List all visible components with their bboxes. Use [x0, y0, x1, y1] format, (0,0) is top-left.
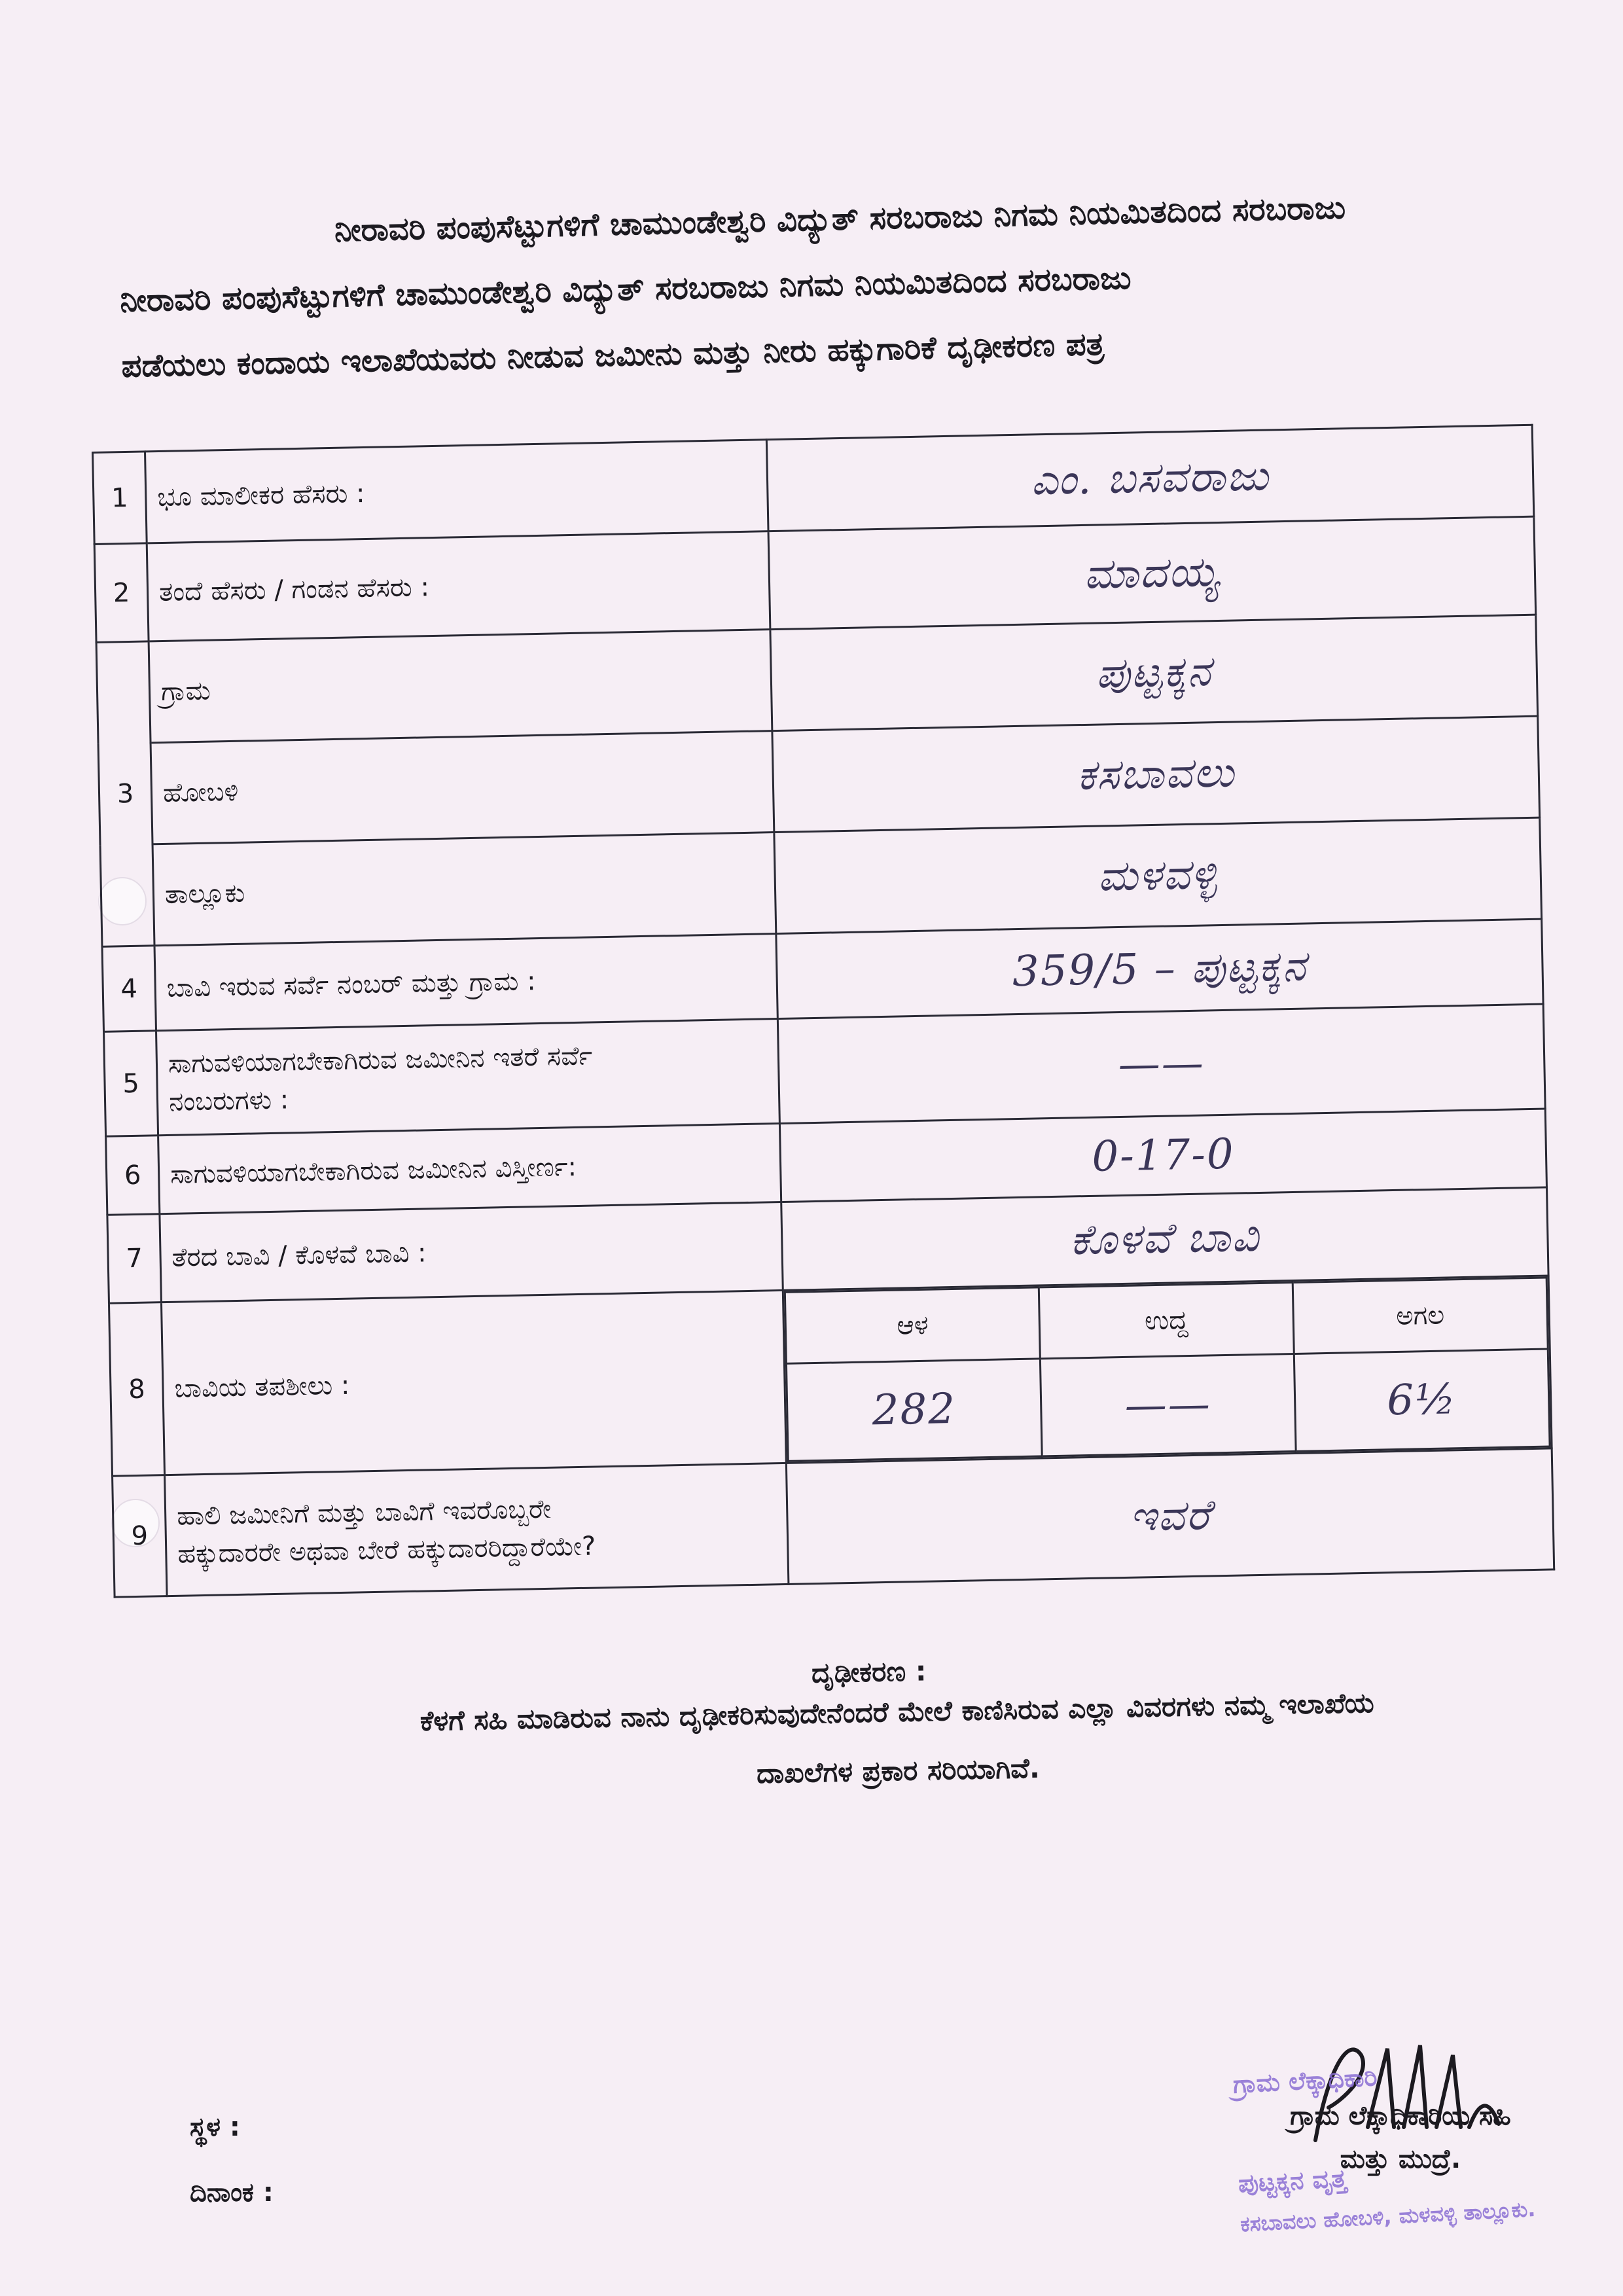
other-survey-label [156, 1019, 780, 1136]
heading-line-3: ಪಡೆಯಲು ಕಂದಾಯ ಇಲಾಖೆಯವರು ನೀಡುವ ಜಮೀನು ಮತ್ತು ನೀರು ಹಕ್ಕುಗಾರಿಕೆ ದೃಢೀಕರಣ ಪತ್ರ [121, 325, 1105, 385]
well-dimensions-table [784, 1277, 1551, 1462]
width-header: ಅಗಲ [1293, 1278, 1548, 1354]
certification-text [249, 1670, 1546, 1813]
well-type-value: ಕೊಳವೆ ಬಾವಿ [1069, 1212, 1260, 1265]
certification-line-2: ದಾಖಲೆಗಳ ಪ್ರಕಾರ ಸರಿಯಾಗಿವೆ. [756, 1751, 1041, 1790]
father-name-value: ಮಾದಯ್ಯ [1083, 547, 1221, 599]
heading-line-1: ನೀರಾವರಿ ಪಂಪುಸೆಟ್ಟುಗಳಿಗೆ ಚಾಮುಂಡೇಶ್ವರಿ ವಿದ್ಯುತ್ ಸರಬರಾಜು ನಿಗಮ ನಿಯಮಿತದಿಂದ ಸರಬರಾಜು [334, 189, 1346, 249]
row-number: 7 [107, 1214, 162, 1304]
ownership-label-line-1: ಹಾಲಿ ಜಮೀನಿಗೆ ಮತ್ತು ಬಾವಿಗೆ ಇವರೊಬ್ಬರೇ [176, 1494, 552, 1532]
table-row [109, 1276, 1552, 1476]
officer-caption [1230, 2094, 1571, 2181]
village-label: ಗ್ರಾಮ [149, 630, 772, 743]
depth-value: 282 [872, 1384, 957, 1435]
row-number: 2 [94, 543, 149, 643]
place-date-block [190, 2094, 274, 2225]
well-details-label: ಬಾವಿಯ ತಪಶೀಲು : [161, 1290, 786, 1475]
length-header: ಉದ್ದ [1039, 1283, 1294, 1359]
row-number: 1 [93, 452, 147, 545]
length-value: —— [1124, 1380, 1212, 1430]
well-type-label: ತೆರದ ಬಾವಿ / ಕೊಳವೆ ಬಾವಿ : [160, 1202, 783, 1302]
ownership-label-line-2: ಹಕ್ಕುದಾರರೇ ಅಥವಾ ಬೇರೆ ಹಕ್ಕುದಾರರಿದ್ದಾರೆಯೇ? [177, 1531, 596, 1570]
place-label: ಸ್ಥಳ : [190, 2112, 240, 2142]
heading-line-2: ನೀರಾವರಿ ಪಂಪುಸೆಟ್ಟುಗಳಿಗೆ ಚಾಮುಂಡೇಶ್ವರಿ ವಿದ್ಯುತ್ ಸರಬರಾಜು ನಿಗಮ ನಿಯಮಿತದಿಂದ ಸರಬರಾಜು [119, 259, 1132, 319]
row-number: 4 [102, 946, 156, 1032]
land-details-table [92, 424, 1555, 1598]
survey-number-value: 359/5 – ಪುಟ್ಟಕ್ಕನ [1012, 942, 1308, 996]
ownership-value: ಇವರೆ [1128, 1491, 1212, 1541]
date-label: ದಿನಾಂಕ : [190, 2178, 274, 2208]
certification-line-1: ಕೆಳಗೆ ಸಹಿ ಮಾಡಿರುವ ನಾನು ದೃಢೀಕರಿಸುವುದೇನೆಂದರೆ ಮೇಲೆ ಕಾಣಿಸಿರುವ ಎಲ್ಲಾ ವಿವರಗಳು ನಮ್ಮ ಇಲಾಖೆಯ [419, 1686, 1374, 1737]
width-value: 6½ [1386, 1375, 1457, 1426]
hobli-label: ಹೋಬಳಿ [151, 731, 774, 844]
other-survey-value: —— [1118, 1039, 1205, 1089]
land-area-label: ಸಾಗುವಳಿಯಾಗಬೇಕಾಗಿರುವ ಜಮೀನಿನ ವಿಸ್ತೀರ್ಣ: [158, 1124, 781, 1214]
depth-header: ಆಳ [785, 1287, 1040, 1363]
owner-name-label: ಭೂ ಮಾಲೀಕರ ಹೆಸರು : [145, 440, 769, 543]
other-survey-label-line-2: ನಂಬರುಗಳು : [168, 1084, 289, 1117]
village-value: ಪುಟ್ಟಕ್ಕನ [1096, 647, 1213, 698]
row-number: 6 [106, 1136, 160, 1215]
row-number: 9 [113, 1475, 168, 1598]
officer-caption-line-2: ಮತ್ತು ಮುದ್ರೆ. [1340, 2144, 1461, 2174]
row-number: 5 [104, 1031, 158, 1137]
taluk-value: ಮಳವಳ್ಳಿ [1097, 850, 1219, 901]
officer-caption-line-1: ಗ್ರಾಮ ಲೆಕ್ಕಾಧಿಕಾರಿಯ ಸಹಿ [1290, 2101, 1511, 2131]
document-heading [118, 171, 1496, 399]
owner-name-value: ಎಂ. ಬಸವರಾಜು [1030, 451, 1270, 505]
father-name-label: ತಂದೆ ಹೆಸರು / ಗಂಡನ ಹೆಸರು : [147, 531, 770, 641]
stamp-line-3: ಕಸಬಾವಲು ಹೋಬಳಿ, ಮಳವಳ್ಳಿ ತಾಲ್ಲೂಕು. [1240, 2196, 1537, 2237]
hobli-value: ಕಸಬಾವಲು [1076, 748, 1236, 800]
stamp-line-2: ಪುಟ್ಟಕ್ಕನ ವೃತ್ತ [1237, 2163, 1347, 2198]
row-number: 8 [109, 1302, 164, 1476]
certification-title: ದೃಢೀಕರಣ : [811, 1655, 927, 1689]
row-number: 3 [96, 641, 154, 946]
survey-number-label: ಬಾವಿ ಇರುವ ಸರ್ವೆ ನಂಬರ್ ಮತ್ತು ಗ್ರಾಮ : [154, 934, 777, 1031]
stamp-line-1: ಗ್ರಾಮ ಲೆಕ್ಕಾಧಿಕಾರಿ [1232, 2062, 1378, 2099]
other-survey-label-line-1: ಸಾಗುವಳಿಯಾಗಬೇಕಾಗಿರುವ ಜಮೀನಿನ ಇತರೆ ಸರ್ವೆ [168, 1040, 593, 1079]
taluk-label: ತಾಲ್ಲೂಕು [152, 833, 776, 946]
land-area-value: 0-17-0 [1091, 1130, 1236, 1181]
ownership-label [165, 1463, 789, 1596]
